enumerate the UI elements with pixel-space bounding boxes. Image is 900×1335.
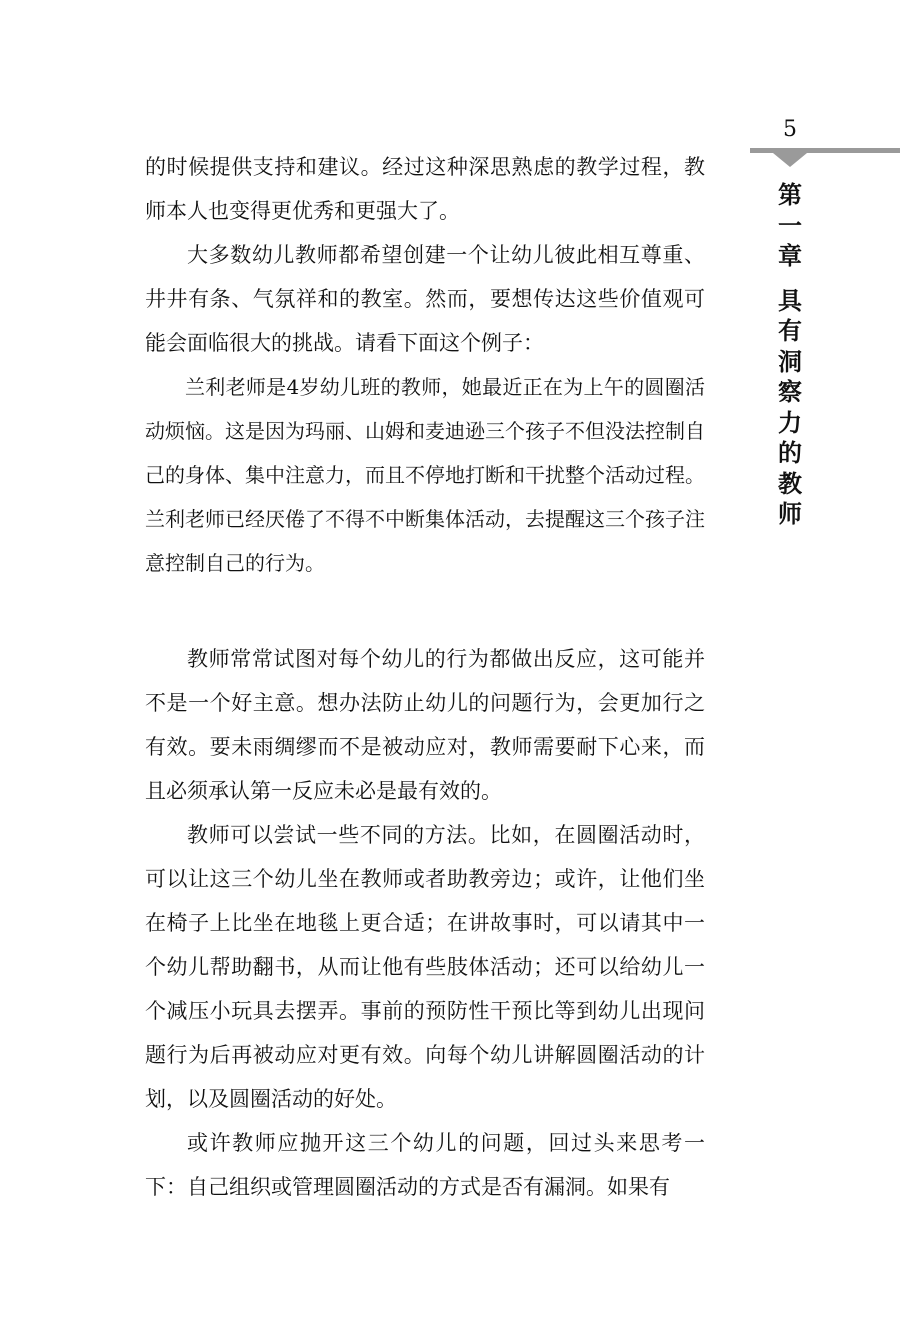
chapter-char: 一 (778, 211, 802, 240)
chapter-char: 力 (778, 408, 802, 437)
chapter-char: 第 (778, 181, 802, 209)
chapter-char: 洞 (778, 347, 802, 376)
chapter-char: 教 (778, 469, 802, 498)
paragraph: 教师可以尝试一些不同的方法。比如，在圆圈活动时，可以让这三个幼儿坐在教师或者助教旁边；或许，让他们坐在椅子上比坐在地毯上更合适；在讲故事时，可以请其中一个幼儿帮助翻书，从而让他有些肢体活动；还可以给幼儿一个减压小玩具去摆弄。事前的预防性干预比等到幼儿出现问题行为后再被动应对更有效。向每个幼儿讲解圆圈活动的计划，以及圆圈活动的好处。 (145, 823, 705, 1111)
chapter-char: 察 (778, 378, 802, 406)
chapter-char: 有 (778, 317, 802, 345)
chapter-char: 具 (778, 286, 802, 315)
chapter-label (769, 180, 811, 530)
example-quote: 兰利老师是4岁幼儿班的教师，她最近正在为上午的圆圈活动烦恼。这是因为玛丽、山姆和麦迪逊三个孩子不但没法控制自己的身体、集中注意力，而且不停地打断和干扰整个活动过程。兰利老师已经厌倦了不得不中断集体活动，去提醒这三个孩子注意控制自己的行为。 (145, 375, 705, 575)
chapter-char: 师 (778, 500, 802, 528)
paragraph-continued: 的时候提供支持和建议。经过这种深思熟虑的教学过程，教师本人也变得更优秀和更强大了。 (145, 155, 705, 223)
header-arrow-marker (773, 153, 807, 167)
body-text (145, 145, 705, 1209)
chapter-gap (769, 272, 811, 286)
chapter-char: 的 (778, 439, 802, 467)
paragraph: 教师常常试图对每个幼儿的行为都做出反应，这可能并不是一个好主意。想办法防止幼儿的问题行为，会更加行之有效。要未雨绸缪而不是被动应对，教师需要耐下心来，而且必须承认第一反应未必是最有效的。 (145, 647, 705, 803)
section-spacer (145, 585, 705, 637)
paragraph: 大多数幼儿教师都希望创建一个让幼儿彼此相互尊重、井井有条、气氛祥和的教室。然而，要想传达这些价值观可能会面临很大的挑战。请看下面这个例子： (145, 243, 705, 355)
paragraph: 或许教师应抛开这三个幼儿的问题，回过头来思考一下：自己组织或管理圆圈活动的方式是否有漏洞。如果有 (145, 1131, 705, 1199)
page-number: 5 (783, 117, 797, 142)
chapter-char: 章 (778, 242, 802, 270)
